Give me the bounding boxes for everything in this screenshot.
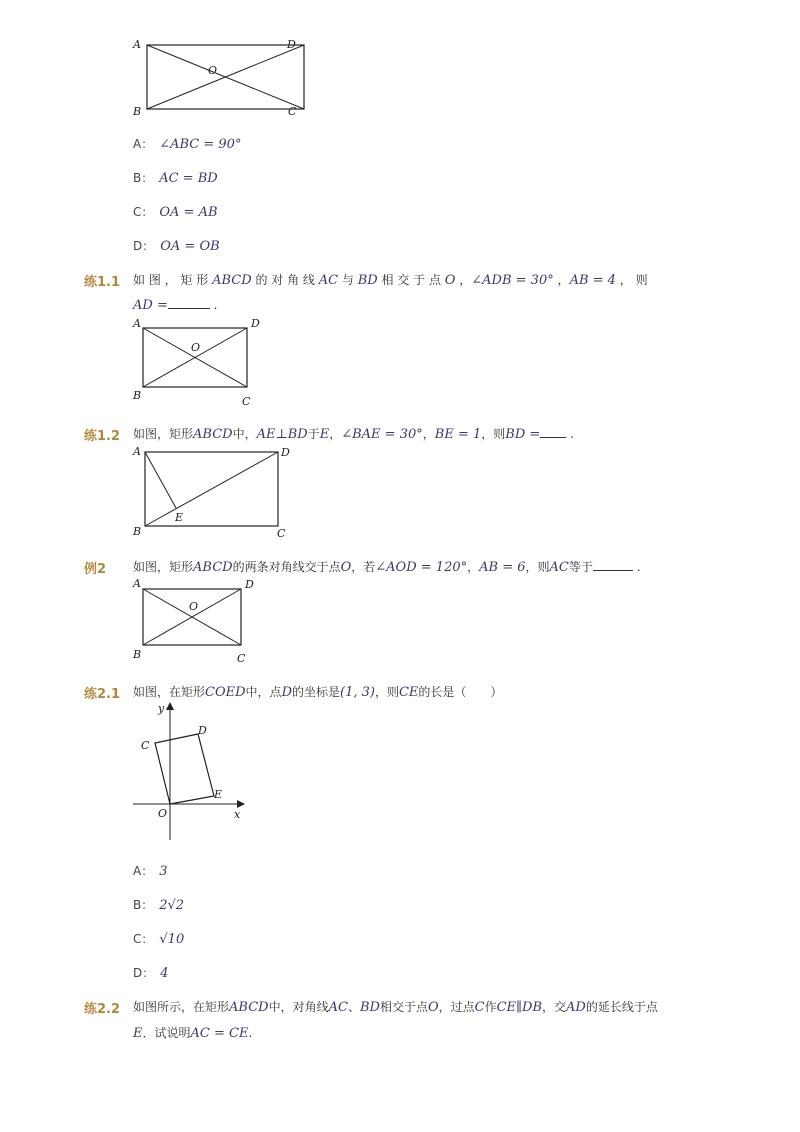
figure-coordinate-rectangle (128, 700, 258, 845)
vertex-b: B (133, 525, 142, 538)
figure-rectangle-4 (130, 575, 265, 667)
vertex-b: B (133, 389, 142, 402)
exercise-2-1-text: 如图，在矩形COED中，点D的坐标是(1, 3)，则CE的长是（ ） (133, 685, 503, 700)
exercise-label-1-2: 练1.2 (84, 429, 121, 444)
exercise-2-2-text-line1: 如图所示，在矩形ABCD中，对角线AC、BD相交于点O，过点C作CE∥DB，交AD的延长线于点 (133, 1000, 658, 1015)
vertex-a: A (133, 317, 141, 330)
axis-x-label: x (234, 808, 241, 821)
point-e: E (175, 511, 184, 524)
vertex-a: A (133, 445, 141, 458)
vertex-b: B (133, 648, 142, 661)
vertex-d: D (281, 446, 290, 459)
center-o: O (191, 341, 201, 354)
vertex-d: D (287, 38, 296, 51)
exercise-1-1-text-line2: AD = . (133, 298, 218, 313)
vertex-d: D (251, 317, 260, 330)
origin-o: O (158, 807, 168, 820)
exercise-1-1-text-line1: 如 图 ， 矩 形 ABCD 的 对 角 线 AC 与 BD 相 交 于 点 O ，∠ADB = 30° ，AB = 4 ， 则 (133, 273, 648, 288)
vertex-a: A (133, 38, 141, 51)
figure-rectangle-1 (130, 35, 310, 120)
answer-blank[interactable] (540, 425, 566, 438)
exercise-label-1-1: 练1.1 (84, 275, 121, 290)
center-o: O (189, 600, 199, 613)
vertex-a: A (133, 577, 141, 590)
vertex-c: C (237, 652, 246, 665)
option-d[interactable]: D： 4 (133, 966, 169, 981)
vertex-d: D (245, 578, 254, 591)
exercise-2-2-text-line2: E．试说明AC = CE. (133, 1026, 253, 1041)
vertex-d: D (198, 724, 207, 737)
vertex-c: C (242, 395, 251, 408)
vertex-c: C (141, 739, 150, 752)
example-2-text: 如图，矩形ABCD的两条对角线交于点O，若∠AOD = 120°，AB = 6，则AC等于 . (133, 560, 641, 575)
exercise-label-2-2: 练2.2 (84, 1002, 121, 1017)
axis-y-label: y (158, 702, 165, 715)
vertex-c: C (277, 527, 286, 540)
option-b[interactable]: B： AC = BD (133, 171, 218, 186)
answer-blank[interactable] (168, 296, 210, 309)
exercise-1-2-text: 如图，矩形ABCD中，AE⊥BD于E，∠BAE = 30°，BE = 1，则BD = . (133, 427, 574, 442)
option-c[interactable]: C： √10 (133, 932, 185, 947)
center-o: O (208, 64, 218, 77)
option-a[interactable]: A： 3 (133, 864, 168, 879)
option-c[interactable]: C： OA = AB (133, 205, 218, 220)
rectangle-coed (155, 734, 214, 804)
vertex-e: E (214, 788, 223, 801)
option-d[interactable]: D： OA = OB (133, 239, 220, 254)
figure-rectangle-3 (130, 443, 295, 543)
answer-blank[interactable] (593, 558, 633, 571)
vertex-b: B (133, 105, 142, 118)
option-a[interactable]: A： ∠ABC = 90° (133, 137, 242, 152)
figure-rectangle-2 (130, 315, 270, 410)
example-label-2: 例2 (84, 562, 107, 577)
option-b[interactable]: B： 2√2 (133, 898, 185, 913)
vertex-c: C (288, 105, 297, 118)
exercise-label-2-1: 练2.1 (84, 687, 121, 702)
